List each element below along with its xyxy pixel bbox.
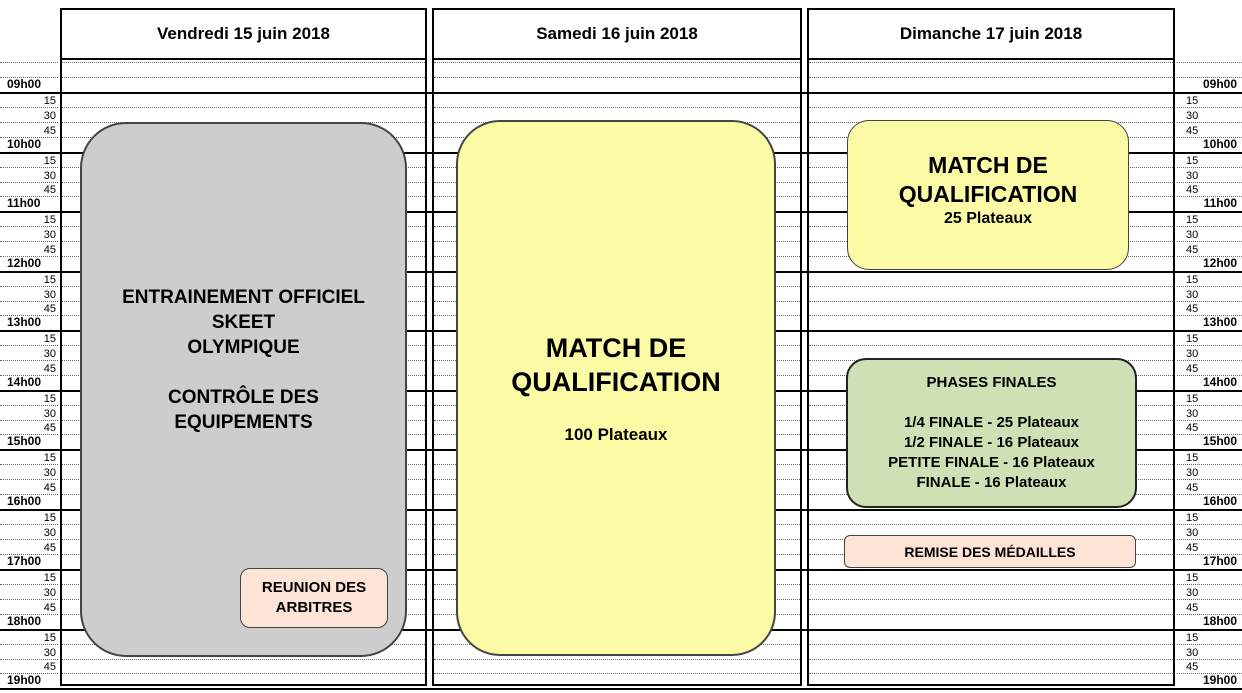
quarter-line <box>809 62 1173 63</box>
quarter-line <box>0 286 58 287</box>
quarter-tick-left: 30 <box>43 348 56 360</box>
training-line-6: EQUIPEMENTS <box>174 411 313 433</box>
quarter-tick-left: 30 <box>43 408 56 420</box>
quarter-line <box>62 673 425 674</box>
quarter-tick-left: 45 <box>43 542 56 554</box>
quarter-tick-right: 30 <box>1186 467 1199 479</box>
quarter-tick-right: 30 <box>1186 587 1199 599</box>
quarter-tick-left: 45 <box>43 184 56 196</box>
quarter-line <box>1177 599 1242 600</box>
quarter-tick-left: 45 <box>43 661 56 673</box>
quarter-tick-left: 15 <box>43 452 56 464</box>
quarter-tick-left: 45 <box>43 602 56 614</box>
time-label-left: 11h00 <box>7 196 41 210</box>
time-label-left: 10h00 <box>7 137 42 151</box>
quarter-line <box>809 107 1173 108</box>
quarter-tick-left: 45 <box>43 125 56 137</box>
time-label-left: 12h00 <box>7 256 42 270</box>
quarter-line <box>1177 167 1242 168</box>
quarter-line <box>0 301 58 302</box>
quarter-line <box>809 644 1173 645</box>
quarter-tick-left: 30 <box>43 647 56 659</box>
time-label-left: 15h00 <box>7 434 42 448</box>
time-label-right: 14h00 <box>1202 375 1237 389</box>
quarter-line <box>62 659 425 660</box>
quarter-line <box>0 77 58 78</box>
event-medal-ceremony <box>844 535 1136 568</box>
quarter-tick-right: 45 <box>1186 542 1199 554</box>
quarter-line <box>0 659 58 660</box>
time-label-right: 17h00 <box>1202 554 1237 568</box>
quarter-line <box>0 167 58 168</box>
day-header-friday: Vendredi 15 juin 2018 <box>62 10 425 60</box>
quarter-line <box>1177 659 1242 660</box>
time-label-right: 09h00 <box>1202 77 1237 91</box>
quarter-tick-left: 15 <box>43 632 56 644</box>
referees-line-2: ARBITRES <box>275 599 353 616</box>
time-label-right: 19h00 <box>1202 673 1237 687</box>
training-line-5: CONTRÔLE DES <box>168 386 319 408</box>
quarter-line <box>1177 405 1242 406</box>
finals-title: PHASES FINALES <box>926 374 1057 391</box>
quarter-line <box>1177 539 1242 540</box>
quarter-tick-left: 45 <box>43 303 56 315</box>
quarter-tick-left: 45 <box>43 482 56 494</box>
quarter-line <box>0 584 58 585</box>
quarter-tick-right: 15 <box>1186 155 1199 167</box>
sat-match-line-2: QUALIFICATION <box>511 367 721 397</box>
quarter-tick-right: 45 <box>1186 125 1199 137</box>
quarter-line <box>1177 122 1242 123</box>
quarter-tick-left: 30 <box>43 289 56 301</box>
quarter-line <box>0 226 58 227</box>
quarter-tick-left: 30 <box>43 527 56 539</box>
time-label-right: 11h00 <box>1203 196 1237 210</box>
quarter-tick-left: 45 <box>43 244 56 256</box>
quarter-tick-left: 15 <box>43 512 56 524</box>
quarter-tick-right: 30 <box>1186 229 1199 241</box>
quarter-line <box>0 479 58 480</box>
quarter-tick-right: 45 <box>1186 303 1199 315</box>
time-label-left: 09h00 <box>7 77 42 91</box>
quarter-line <box>434 62 800 63</box>
quarter-line <box>62 62 425 63</box>
training-line-3: OLYMPIQUE <box>187 336 300 358</box>
quarter-line <box>809 524 1173 525</box>
time-label-left: 17h00 <box>7 554 42 568</box>
quarter-line <box>1177 77 1242 78</box>
time-label-right: 13h00 <box>1202 315 1237 329</box>
quarter-tick-right: 15 <box>1186 393 1199 405</box>
quarter-line <box>0 539 58 540</box>
quarter-tick-left: 30 <box>43 229 56 241</box>
time-label-right: 10h00 <box>1202 137 1237 151</box>
quarter-tick-left: 45 <box>43 422 56 434</box>
quarter-line <box>434 659 800 660</box>
quarter-tick-right: 45 <box>1186 422 1199 434</box>
quarter-tick-left: 15 <box>43 274 56 286</box>
hour-line <box>0 688 1242 690</box>
quarter-line <box>1177 226 1242 227</box>
quarter-line <box>1177 420 1242 421</box>
quarter-line <box>0 405 58 406</box>
training-line-2: SKEET <box>211 311 276 333</box>
time-label-left: 13h00 <box>7 315 42 329</box>
training-line-1: ENTRAINEMENT OFFICIEL <box>122 286 365 308</box>
quarter-line <box>62 107 425 108</box>
quarter-tick-right: 30 <box>1186 408 1199 420</box>
quarter-line <box>1177 182 1242 183</box>
quarter-tick-left: 30 <box>43 110 56 122</box>
quarter-line <box>809 77 1173 78</box>
time-label-right: 18h00 <box>1202 614 1237 628</box>
time-label-right: 15h00 <box>1202 434 1237 448</box>
quarter-line <box>1177 360 1242 361</box>
quarter-line <box>809 614 1173 615</box>
quarter-line <box>62 77 425 78</box>
quarter-line <box>1177 464 1242 465</box>
sat-match-line-1: MATCH DE <box>545 333 687 363</box>
quarter-line <box>434 77 800 78</box>
event-referees-meeting <box>240 568 388 628</box>
quarter-tick-right: 45 <box>1186 482 1199 494</box>
quarter-tick-right: 45 <box>1186 602 1199 614</box>
sun-match-detail: 25 Plateaux <box>943 210 1033 227</box>
quarter-line <box>1177 301 1242 302</box>
quarter-line <box>434 673 800 674</box>
quarter-line <box>809 584 1173 585</box>
quarter-line <box>0 182 58 183</box>
quarter-line <box>1177 479 1242 480</box>
sat-match-detail: 100 Plateaux <box>564 425 668 444</box>
quarter-tick-right: 30 <box>1186 647 1199 659</box>
quarter-line <box>434 107 800 108</box>
quarter-tick-right: 30 <box>1186 110 1199 122</box>
quarter-line <box>0 107 58 108</box>
event-saturday-qualification <box>456 120 776 656</box>
quarter-tick-right: 30 <box>1186 527 1199 539</box>
medals-label: REMISE DES MÉDAILLES <box>904 543 1076 560</box>
quarter-line <box>1177 584 1242 585</box>
sun-match-line-2: QUALIFICATION <box>898 181 1078 207</box>
quarter-line <box>0 420 58 421</box>
quarter-line <box>0 524 58 525</box>
quarter-tick-right: 15 <box>1186 632 1199 644</box>
quarter-tick-right: 15 <box>1186 572 1199 584</box>
quarter-tick-left: 30 <box>43 170 56 182</box>
quarter-line <box>0 241 58 242</box>
quarter-line <box>1177 107 1242 108</box>
quarter-tick-right: 15 <box>1186 274 1199 286</box>
hour-line <box>0 92 1242 94</box>
quarter-line <box>0 644 58 645</box>
time-label-left: 18h00 <box>7 614 42 628</box>
quarter-tick-right: 45 <box>1186 184 1199 196</box>
quarter-line <box>1177 241 1242 242</box>
quarter-line <box>0 360 58 361</box>
finals-line-2: 1/2 FINALE - 16 Plateaux <box>903 434 1080 451</box>
quarter-tick-right: 15 <box>1186 214 1199 226</box>
quarter-tick-left: 15 <box>43 333 56 345</box>
time-label-left: 19h00 <box>7 673 42 687</box>
sun-match-line-1: MATCH DE <box>928 152 1048 178</box>
day-header-sunday: Dimanche 17 juin 2018 <box>809 10 1173 60</box>
quarter-tick-right: 15 <box>1186 452 1199 464</box>
quarter-tick-right: 45 <box>1186 363 1199 375</box>
quarter-line <box>809 315 1173 316</box>
quarter-tick-left: 30 <box>43 467 56 479</box>
quarter-line <box>0 345 58 346</box>
quarter-tick-right: 15 <box>1186 95 1199 107</box>
quarter-line <box>0 122 58 123</box>
quarter-line <box>809 345 1173 346</box>
time-label-left: 16h00 <box>7 494 42 508</box>
quarter-line <box>809 599 1173 600</box>
quarter-tick-right: 30 <box>1186 348 1199 360</box>
time-label-left: 14h00 <box>7 375 42 389</box>
event-sunday-qualification <box>847 120 1129 270</box>
quarter-tick-left: 30 <box>43 587 56 599</box>
quarter-tick-left: 15 <box>43 95 56 107</box>
quarter-line <box>0 464 58 465</box>
quarter-tick-left: 15 <box>43 393 56 405</box>
day-header-saturday: Samedi 16 juin 2018 <box>434 10 800 60</box>
quarter-tick-right: 45 <box>1186 661 1199 673</box>
quarter-tick-right: 30 <box>1186 289 1199 301</box>
quarter-line <box>0 62 58 63</box>
quarter-tick-left: 15 <box>43 572 56 584</box>
quarter-tick-left: 15 <box>43 155 56 167</box>
quarter-line <box>1177 286 1242 287</box>
referees-line-1: REUNION DES <box>261 579 367 596</box>
quarter-line <box>1177 345 1242 346</box>
time-label-right: 12h00 <box>1202 256 1237 270</box>
time-label-right: 16h00 <box>1202 494 1237 508</box>
quarter-tick-right: 15 <box>1186 512 1199 524</box>
quarter-line <box>0 599 58 600</box>
quarter-line <box>1177 644 1242 645</box>
finals-line-4: FINALE - 16 Plateaux <box>916 474 1067 491</box>
quarter-tick-left: 45 <box>43 363 56 375</box>
quarter-tick-right: 45 <box>1186 244 1199 256</box>
event-final-phases <box>846 358 1137 508</box>
quarter-line <box>1177 524 1242 525</box>
finals-line-1: 1/4 FINALE - 25 Plateaux <box>903 414 1080 431</box>
quarter-tick-right: 30 <box>1186 170 1199 182</box>
quarter-line <box>809 673 1173 674</box>
quarter-line <box>809 286 1173 287</box>
quarter-tick-right: 15 <box>1186 333 1199 345</box>
quarter-tick-left: 15 <box>43 214 56 226</box>
quarter-line <box>809 301 1173 302</box>
quarter-line <box>809 659 1173 660</box>
quarter-line <box>1177 62 1242 63</box>
finals-line-3: PETITE FINALE - 16 Plateaux <box>888 454 1095 471</box>
